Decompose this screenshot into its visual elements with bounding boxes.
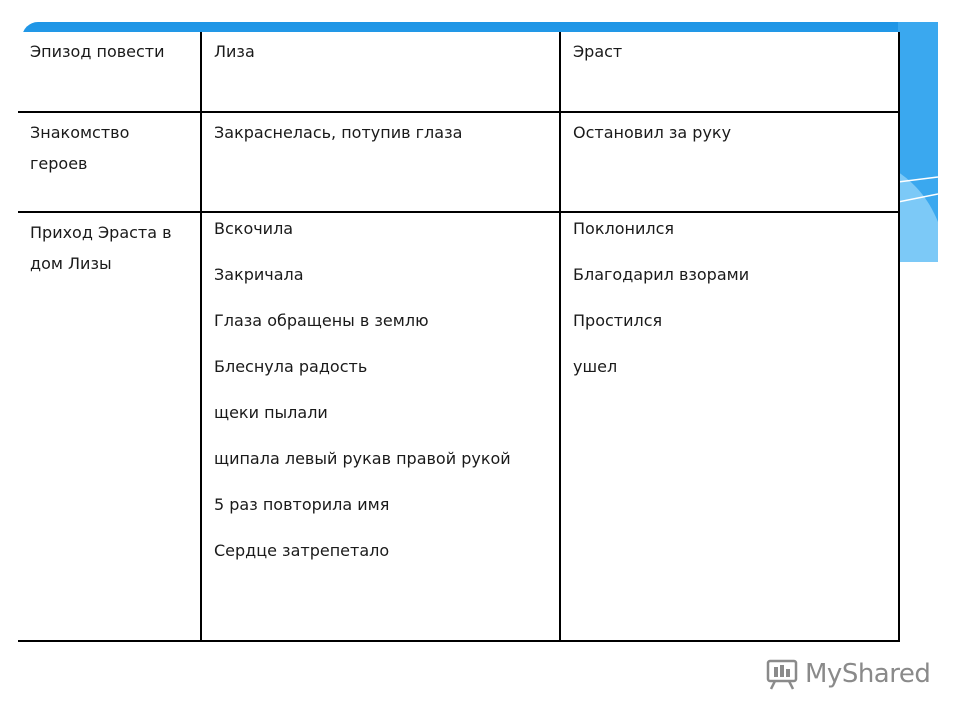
header-erast: Эраст	[560, 32, 899, 112]
header-episode: Эпизод повести	[30, 42, 165, 61]
erast-action: Остановил за руку	[573, 123, 732, 142]
slideshow-logo-icon	[765, 657, 799, 691]
header-liza: Лиза	[201, 32, 560, 112]
liza-action: Вскочила	[214, 219, 294, 238]
erast-action: Простился	[573, 311, 663, 330]
liza-action: Закраснелась, потупив глаза	[214, 123, 463, 142]
erast-action: ушел	[573, 357, 618, 376]
myshared-logo	[765, 654, 930, 694]
liza-action: Сердце затрепетало	[214, 541, 390, 560]
liza-action: Закричала	[214, 265, 304, 284]
liza-action: щеки пылали	[214, 403, 328, 422]
table-row	[18, 212, 899, 641]
episode-cell: Приход Эраста в дом Лизы	[18, 212, 201, 641]
liza-cell	[201, 212, 560, 641]
liza-action: щипала левый рукав правой рукой	[214, 449, 511, 468]
episodes-table-container	[18, 32, 900, 642]
liza-action: 5 раз повторила имя	[214, 495, 390, 514]
erast-action: Благодарил взорами	[573, 265, 750, 284]
erast-cell	[560, 112, 899, 212]
episode-cell: Знакомство героев	[18, 112, 201, 212]
table-header-row	[18, 32, 899, 112]
liza-action: Блеснула радость	[214, 357, 368, 376]
episodes-table	[18, 32, 900, 642]
erast-cell	[560, 212, 899, 641]
liza-cell	[201, 112, 560, 212]
decorative-wave	[898, 22, 938, 262]
liza-action: Глаза обращены в землю	[214, 311, 429, 330]
erast-action: Поклонился	[573, 219, 675, 238]
logo-text: MyShared	[805, 659, 931, 689]
table-row	[18, 112, 899, 212]
